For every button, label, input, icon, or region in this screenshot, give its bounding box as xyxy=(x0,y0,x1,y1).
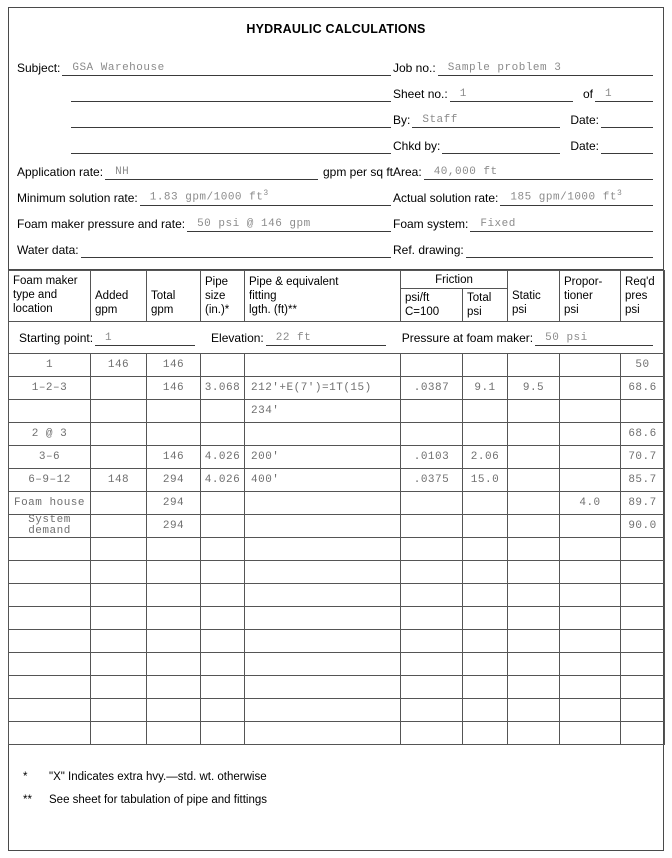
th-location: Foam maker type and location xyxy=(9,271,91,322)
footnote-text: See sheet for tabulation of pipe and fittings xyxy=(49,794,268,806)
cell-proportioner-psi[interactable] xyxy=(560,538,621,561)
cell-reqd-pres-psi[interactable]: 68.6 xyxy=(621,377,665,400)
footnote-single-asterisk xyxy=(23,771,663,783)
actual-solution-rate-input[interactable] xyxy=(500,191,653,206)
field-foam-maker-pressure[interactable] xyxy=(17,217,393,232)
cell-proportioner-psi[interactable] xyxy=(560,561,621,584)
cell-proportioner-psi[interactable] xyxy=(560,699,621,722)
cell-pipe-size[interactable] xyxy=(201,538,245,561)
cell-total-gpm[interactable] xyxy=(147,561,201,584)
cell-friction-psi-per-ft[interactable]: .0375 xyxy=(401,469,463,492)
table-row[interactable] xyxy=(9,423,665,446)
th-pipe-size: Pipe size (in.)* xyxy=(201,271,245,322)
cell-added-gpm[interactable] xyxy=(91,538,147,561)
cell-proportioner-psi[interactable] xyxy=(560,446,621,469)
cell-pipe-size[interactable] xyxy=(201,653,245,676)
foam-maker-pressure-input[interactable] xyxy=(187,217,391,232)
foam-maker-pressure-value: 50 psi @ 146 gpm xyxy=(197,218,311,230)
cell-static-psi[interactable] xyxy=(508,446,560,469)
cell-friction-psi-per-ft[interactable] xyxy=(401,492,463,515)
th-friction-label: Friction xyxy=(435,274,473,286)
table-row[interactable] xyxy=(9,515,665,538)
footnotes xyxy=(9,745,663,806)
of-label: of xyxy=(582,87,593,101)
cell-pipe-equiv-length[interactable] xyxy=(245,630,401,653)
cell-friction-total-psi[interactable] xyxy=(463,538,508,561)
cell-location[interactable]: 1–2–3 xyxy=(9,377,91,400)
cell-total-gpm[interactable] xyxy=(147,699,201,722)
table-row[interactable] xyxy=(9,446,665,469)
chkd-by-input[interactable] xyxy=(442,139,560,154)
field-subject-line4[interactable] xyxy=(17,139,393,154)
cell-proportioner-psi[interactable] xyxy=(560,722,621,745)
cell-location[interactable]: 1 xyxy=(9,354,91,377)
minimum-solution-rate-label: Minimum solution rate: xyxy=(17,191,138,205)
cell-static-psi[interactable] xyxy=(508,492,560,515)
elevation-input[interactable] xyxy=(266,331,386,346)
table-header-group-row xyxy=(9,271,665,289)
cell-friction-psi-per-ft[interactable] xyxy=(401,423,463,446)
th-reqd-pres-psi: Req'd pres psi xyxy=(621,271,665,322)
cell-static-psi[interactable] xyxy=(508,584,560,607)
subject-label: Subject: xyxy=(17,61,61,75)
cell-total-gpm[interactable]: 146 xyxy=(147,354,201,377)
by-value: Staff xyxy=(422,114,458,126)
cell-total-gpm[interactable] xyxy=(147,676,201,699)
by-date-input[interactable] xyxy=(601,113,653,128)
cell-pipe-size[interactable] xyxy=(201,423,245,446)
ref-drawing-input[interactable] xyxy=(466,243,653,258)
cell-total-gpm[interactable] xyxy=(147,653,201,676)
cell-friction-psi-per-ft[interactable] xyxy=(401,584,463,607)
cell-location[interactable] xyxy=(9,607,91,630)
cell-friction-psi-per-ft[interactable] xyxy=(401,538,463,561)
cell-pipe-equiv-length[interactable] xyxy=(245,538,401,561)
sheet-no-value: 1 xyxy=(459,88,467,100)
cell-total-gpm[interactable] xyxy=(147,584,201,607)
field-subject-line3[interactable] xyxy=(17,113,393,128)
cell-proportioner-psi[interactable]: 4.0 xyxy=(560,492,621,515)
field-ref-drawing[interactable] xyxy=(393,243,655,258)
cell-added-gpm[interactable] xyxy=(91,377,147,400)
th-friction-psi-per-ft: psi/ft C=100 xyxy=(401,289,463,322)
cell-friction-total-psi[interactable] xyxy=(463,699,508,722)
field-actual-solution-rate[interactable] xyxy=(393,191,655,206)
cell-static-psi[interactable] xyxy=(508,561,560,584)
cell-total-gpm[interactable]: 146 xyxy=(147,377,201,400)
cell-pipe-size[interactable] xyxy=(201,676,245,699)
cell-pipe-equiv-length[interactable] xyxy=(245,354,401,377)
cell-friction-total-psi[interactable] xyxy=(463,676,508,699)
elevation-value: 22 ft xyxy=(275,332,312,344)
table-start-band-row xyxy=(9,322,665,354)
subject-line2-input[interactable] xyxy=(71,87,391,102)
job-no-label: Job no.: xyxy=(393,61,436,75)
cell-reqd-pres-psi[interactable]: 89.7 xyxy=(621,492,665,515)
starting-point-input[interactable] xyxy=(95,331,195,346)
cell-total-gpm[interactable] xyxy=(147,630,201,653)
area-input[interactable] xyxy=(424,165,653,180)
cell-total-gpm[interactable]: 294 xyxy=(147,492,201,515)
area-label: Area: xyxy=(393,165,422,179)
cell-location[interactable] xyxy=(9,538,91,561)
cell-friction-total-psi[interactable] xyxy=(463,354,508,377)
cell-static-psi[interactable] xyxy=(508,538,560,561)
cell-proportioner-psi[interactable] xyxy=(560,515,621,538)
blank-label-3 xyxy=(17,153,69,154)
water-data-label: Water data: xyxy=(17,243,79,257)
elevation-label: Elevation: xyxy=(211,331,264,345)
cell-static-psi[interactable] xyxy=(508,400,560,423)
cell-friction-psi-per-ft[interactable]: .0387 xyxy=(401,377,463,400)
table-row[interactable] xyxy=(9,400,665,423)
application-rate-input[interactable] xyxy=(105,165,318,180)
cell-static-psi[interactable] xyxy=(508,699,560,722)
cell-location[interactable]: Foam house xyxy=(9,492,91,515)
cell-location[interactable] xyxy=(9,630,91,653)
chkd-date-label: Date: xyxy=(570,139,599,153)
application-rate-unit: gpm per sq ft xyxy=(322,165,393,179)
cell-pipe-equiv-length[interactable] xyxy=(245,653,401,676)
cell-added-gpm[interactable]: 148 xyxy=(91,469,147,492)
cell-pipe-size[interactable] xyxy=(201,584,245,607)
table-row-empty[interactable] xyxy=(9,538,665,561)
cell-reqd-pres-psi[interactable] xyxy=(621,676,665,699)
start-band xyxy=(9,322,665,354)
cell-reqd-pres-psi[interactable]: 85.7 xyxy=(621,469,665,492)
cell-static-psi[interactable] xyxy=(508,630,560,653)
cell-friction-total-psi[interactable] xyxy=(463,722,508,745)
by-input[interactable] xyxy=(412,113,560,128)
field-foam-system[interactable] xyxy=(393,217,655,232)
cell-proportioner-psi[interactable] xyxy=(560,400,621,423)
cell-pipe-size[interactable]: 4.026 xyxy=(201,469,245,492)
cell-added-gpm[interactable]: 146 xyxy=(91,354,147,377)
field-subject-line2[interactable] xyxy=(17,87,393,102)
form-header xyxy=(9,50,663,258)
starting-point-label: Starting point: xyxy=(19,331,94,345)
job-no-input[interactable] xyxy=(438,61,653,76)
cell-pipe-equiv-length[interactable] xyxy=(245,561,401,584)
table-row[interactable] xyxy=(9,492,665,515)
cell-friction-total-psi[interactable] xyxy=(463,653,508,676)
cell-reqd-pres-psi[interactable] xyxy=(621,607,665,630)
th-total-gpm: Total gpm xyxy=(147,271,201,322)
cell-static-psi[interactable]: 9.5 xyxy=(508,377,560,400)
cell-reqd-pres-psi[interactable] xyxy=(621,584,665,607)
th-friction-group xyxy=(401,271,508,289)
cell-friction-psi-per-ft[interactable] xyxy=(401,354,463,377)
th-pipe-equivalent-length: Pipe & equivalent fitting lgth. (ft)** xyxy=(245,271,401,322)
cell-total-gpm[interactable]: 294 xyxy=(147,469,201,492)
cell-pipe-size[interactable] xyxy=(201,722,245,745)
table-row[interactable] xyxy=(9,377,665,400)
cell-pipe-size[interactable] xyxy=(201,699,245,722)
cell-total-gpm[interactable] xyxy=(147,423,201,446)
cell-total-gpm[interactable] xyxy=(147,722,201,745)
th-added-gpm: Added gpm xyxy=(91,271,147,322)
subject-value: GSA Warehouse xyxy=(72,62,165,74)
field-water-data[interactable] xyxy=(17,243,393,258)
cell-proportioner-psi[interactable] xyxy=(560,653,621,676)
cell-friction-total-psi[interactable] xyxy=(463,630,508,653)
table-row-empty[interactable] xyxy=(9,699,665,722)
cell-total-gpm[interactable]: 146 xyxy=(147,446,201,469)
footnote-text: "X" Indicates extra hvy.—std. wt. otherwise xyxy=(49,771,267,783)
cell-added-gpm[interactable] xyxy=(91,561,147,584)
cell-reqd-pres-psi[interactable] xyxy=(621,538,665,561)
field-subject[interactable] xyxy=(17,61,393,76)
cell-pipe-equiv-length[interactable] xyxy=(245,676,401,699)
field-by[interactable] xyxy=(393,113,655,128)
cell-proportioner-psi[interactable] xyxy=(560,607,621,630)
cell-reqd-pres-psi[interactable]: 90.0 xyxy=(621,515,665,538)
cell-pipe-equiv-length[interactable] xyxy=(245,699,401,722)
cell-pipe-equiv-length[interactable] xyxy=(245,492,401,515)
subject-input[interactable] xyxy=(62,61,391,76)
pressure-at-foam-maker-input[interactable] xyxy=(535,331,653,346)
cell-location[interactable] xyxy=(9,561,91,584)
page-title: HYDRAULIC CALCULATIONS xyxy=(246,22,426,36)
cell-proportioner-psi[interactable] xyxy=(560,423,621,446)
cell-pipe-size[interactable] xyxy=(201,492,245,515)
cell-friction-total-psi[interactable] xyxy=(463,515,508,538)
cell-friction-psi-per-ft[interactable] xyxy=(401,630,463,653)
table-row-empty[interactable] xyxy=(9,607,665,630)
cell-friction-total-psi[interactable] xyxy=(463,584,508,607)
cell-pipe-size[interactable] xyxy=(201,400,245,423)
th-static-psi: Static psi xyxy=(508,271,560,322)
table-row-empty[interactable] xyxy=(9,676,665,699)
chkd-date-input[interactable] xyxy=(601,139,653,154)
foam-system-label: Foam system: xyxy=(393,217,469,231)
cell-pipe-equiv-length[interactable] xyxy=(245,722,401,745)
cell-proportioner-psi[interactable] xyxy=(560,469,621,492)
cell-static-psi[interactable] xyxy=(508,354,560,377)
cell-location[interactable]: System demand xyxy=(9,515,91,538)
field-area[interactable] xyxy=(393,165,655,180)
cell-friction-total-psi[interactable] xyxy=(463,423,508,446)
cell-total-gpm[interactable] xyxy=(147,538,201,561)
cell-reqd-pres-psi[interactable]: 70.7 xyxy=(621,446,665,469)
blank-label-1 xyxy=(17,101,69,102)
cell-location[interactable]: 2 @ 3 xyxy=(9,423,91,446)
th-friction-total-psi: Total psi xyxy=(463,289,508,322)
cell-total-gpm[interactable] xyxy=(147,607,201,630)
cell-friction-psi-per-ft[interactable] xyxy=(401,722,463,745)
form-row-subject-jobno xyxy=(17,50,655,76)
cell-added-gpm[interactable] xyxy=(91,630,147,653)
cell-proportioner-psi[interactable] xyxy=(560,584,621,607)
pressure-at-foam-maker-value: 50 psi xyxy=(545,332,588,344)
cell-reqd-pres-psi[interactable] xyxy=(621,630,665,653)
application-rate-value: NH xyxy=(115,166,130,178)
cell-pipe-size[interactable]: 3.068 xyxy=(201,377,245,400)
table-row-empty[interactable] xyxy=(9,722,665,745)
th-proportioner-psi: Propor- tioner psi xyxy=(560,271,621,322)
cell-reqd-pres-psi[interactable] xyxy=(621,400,665,423)
cell-pipe-equiv-length[interactable] xyxy=(245,584,401,607)
cell-pipe-size[interactable] xyxy=(201,630,245,653)
job-no-value: Sample problem 3 xyxy=(447,62,562,74)
cell-location[interactable] xyxy=(9,584,91,607)
foam-system-value: Fixed xyxy=(480,218,516,230)
cell-pipe-equiv-length[interactable] xyxy=(245,423,401,446)
cell-pipe-size[interactable] xyxy=(201,354,245,377)
cell-added-gpm[interactable] xyxy=(91,722,147,745)
cell-proportioner-psi[interactable] xyxy=(560,377,621,400)
cell-static-psi[interactable] xyxy=(508,653,560,676)
sheet-no-input[interactable] xyxy=(450,87,573,102)
field-sheet-no[interactable] xyxy=(393,87,655,102)
cell-proportioner-psi[interactable] xyxy=(560,630,621,653)
cell-reqd-pres-psi[interactable]: 68.6 xyxy=(621,423,665,446)
cell-added-gpm[interactable] xyxy=(91,515,147,538)
by-date-label: Date: xyxy=(570,113,599,127)
minimum-solution-rate-input[interactable] xyxy=(140,191,391,206)
cell-friction-total-psi[interactable] xyxy=(463,607,508,630)
form-row-blank3-chkdby xyxy=(17,128,655,154)
footnote-double-asterisk xyxy=(23,794,663,806)
cell-static-psi[interactable] xyxy=(508,515,560,538)
actual-solution-rate-label: Actual solution rate: xyxy=(393,191,499,205)
cell-friction-psi-per-ft[interactable] xyxy=(401,699,463,722)
starting-point-value: 1 xyxy=(105,332,113,344)
cell-static-psi[interactable] xyxy=(508,607,560,630)
cell-pipe-equiv-length[interactable]: 234′ xyxy=(245,400,401,423)
table-row-empty[interactable] xyxy=(9,630,665,653)
water-data-input[interactable] xyxy=(81,243,391,258)
cell-pipe-size[interactable]: 4.026 xyxy=(201,446,245,469)
minimum-solution-rate-value: 1.83 gpm/1000 $ft^3$ xyxy=(149,189,269,204)
subject-line3-input[interactable] xyxy=(71,113,391,128)
cell-reqd-pres-psi[interactable] xyxy=(621,653,665,676)
cell-friction-total-psi[interactable] xyxy=(463,492,508,515)
cell-added-gpm[interactable] xyxy=(91,492,147,515)
pressure-at-foam-maker-label: Pressure at foam maker: xyxy=(401,331,534,345)
cell-static-psi[interactable] xyxy=(508,722,560,745)
table-row-empty[interactable] xyxy=(9,653,665,676)
table-row[interactable] xyxy=(9,469,665,492)
cell-added-gpm[interactable] xyxy=(91,676,147,699)
form-sheet xyxy=(8,7,664,851)
table-body xyxy=(9,354,665,745)
cell-friction-total-psi[interactable]: 15.0 xyxy=(463,469,508,492)
hydraulic-calculations-table xyxy=(9,269,663,745)
field-application-rate[interactable] xyxy=(17,165,393,180)
cell-friction-psi-per-ft[interactable] xyxy=(401,400,463,423)
cell-added-gpm[interactable] xyxy=(91,653,147,676)
table-row-empty[interactable] xyxy=(9,561,665,584)
field-chkd-by[interactable] xyxy=(393,139,655,154)
foam-maker-pressure-label: Foam maker pressure and rate: xyxy=(17,217,186,231)
cell-location[interactable]: 6–9–12 xyxy=(9,469,91,492)
cell-reqd-pres-psi[interactable] xyxy=(621,722,665,745)
cell-reqd-pres-psi[interactable]: 50 xyxy=(621,354,665,377)
cell-pipe-equiv-length[interactable] xyxy=(245,515,401,538)
cell-added-gpm[interactable] xyxy=(91,699,147,722)
cell-location[interactable] xyxy=(9,653,91,676)
cell-friction-total-psi[interactable] xyxy=(463,561,508,584)
cell-friction-psi-per-ft[interactable]: .0103 xyxy=(401,446,463,469)
cell-static-psi[interactable] xyxy=(508,469,560,492)
chkd-by-label: Chkd by: xyxy=(393,139,441,153)
cell-proportioner-psi[interactable] xyxy=(560,676,621,699)
cell-added-gpm[interactable] xyxy=(91,400,147,423)
cell-added-gpm[interactable] xyxy=(91,446,147,469)
cell-friction-psi-per-ft[interactable] xyxy=(401,607,463,630)
footnote-marker: ** xyxy=(23,794,32,806)
form-row-apprate-area xyxy=(17,154,655,180)
cell-pipe-equiv-length[interactable]: 400′ xyxy=(245,469,401,492)
field-job-no[interactable] xyxy=(393,61,655,76)
cell-pipe-equiv-length[interactable] xyxy=(245,607,401,630)
of-value: 1 xyxy=(605,88,613,100)
subject-line4-input[interactable] xyxy=(71,139,391,154)
form-row-waterdata-refdrawing xyxy=(17,232,655,258)
cell-friction-total-psi[interactable]: 9.1 xyxy=(463,377,508,400)
ref-drawing-label: Ref. drawing: xyxy=(393,243,464,257)
actual-solution-rate-value: 185 gpm/1000 $ft^3$ xyxy=(510,189,623,204)
form-row-blank2-by xyxy=(17,102,655,128)
cell-pipe-size[interactable] xyxy=(201,515,245,538)
cell-friction-psi-per-ft[interactable] xyxy=(401,653,463,676)
cell-total-gpm[interactable] xyxy=(147,400,201,423)
cell-proportioner-psi[interactable] xyxy=(560,354,621,377)
of-input[interactable] xyxy=(595,87,653,102)
cell-location[interactable] xyxy=(9,699,91,722)
cell-static-psi[interactable] xyxy=(508,423,560,446)
footnote-marker: * xyxy=(23,771,28,783)
cell-location[interactable] xyxy=(9,676,91,699)
foam-system-input[interactable] xyxy=(470,217,653,232)
sheet-no-label: Sheet no.: xyxy=(393,87,448,101)
cell-pipe-equiv-length[interactable]: 212′+E(7′)=1T(15) xyxy=(245,377,401,400)
cell-pipe-equiv-length[interactable]: 200′ xyxy=(245,446,401,469)
form-row-foampressure-foamsystem xyxy=(17,206,655,232)
table-row-empty[interactable] xyxy=(9,584,665,607)
cell-friction-psi-per-ft[interactable] xyxy=(401,676,463,699)
cell-friction-total-psi[interactable]: 2.06 xyxy=(463,446,508,469)
blank-label-2 xyxy=(17,127,69,128)
application-rate-label: Application rate: xyxy=(17,165,104,179)
cell-total-gpm[interactable]: 294 xyxy=(147,515,201,538)
cell-added-gpm[interactable] xyxy=(91,607,147,630)
table-row[interactable] xyxy=(9,354,665,377)
cell-friction-psi-per-ft[interactable] xyxy=(401,515,463,538)
form-row-minrate-actualrate xyxy=(17,180,655,206)
cell-added-gpm[interactable] xyxy=(91,584,147,607)
field-minimum-solution-rate[interactable] xyxy=(17,191,393,206)
cell-pipe-size[interactable] xyxy=(201,607,245,630)
cell-static-psi[interactable] xyxy=(508,676,560,699)
cell-added-gpm[interactable] xyxy=(91,423,147,446)
cell-location[interactable]: 3–6 xyxy=(9,446,91,469)
form-row-blank1-sheetno xyxy=(17,76,655,102)
cell-location[interactable] xyxy=(9,722,91,745)
cell-pipe-size[interactable] xyxy=(201,561,245,584)
cell-reqd-pres-psi[interactable] xyxy=(621,561,665,584)
cell-reqd-pres-psi[interactable] xyxy=(621,699,665,722)
cell-location[interactable] xyxy=(9,400,91,423)
by-label: By: xyxy=(393,113,411,127)
cell-friction-total-psi[interactable] xyxy=(463,400,508,423)
cell-friction-psi-per-ft[interactable] xyxy=(401,561,463,584)
area-value: 40,000 ft xyxy=(433,166,498,178)
